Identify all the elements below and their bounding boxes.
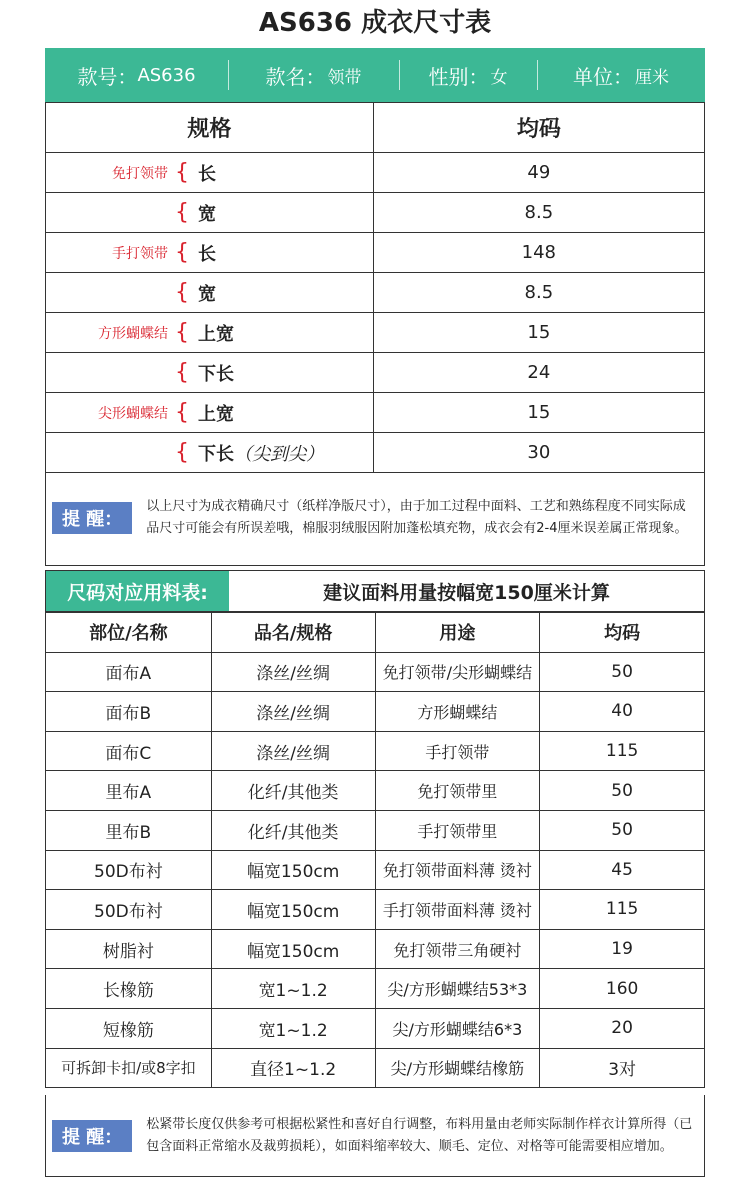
table-row [46,1008,705,1048]
spec-name: 长 [198,163,216,185]
spec-value: 148 [373,233,704,273]
qty-cell: 50 [540,810,705,850]
material-header-qty: 均码 [540,613,705,653]
spec-cell: 幅宽150cm [211,850,375,890]
unit-label: 单位： [573,64,633,89]
table-row [46,1048,705,1088]
spec-value: 8.5 [373,193,704,233]
spec-cell: 化纤/其他类 [211,810,375,850]
use-cell: 免打领带/尖形蝴蝶结 [375,652,540,692]
use-cell: 方形蝴蝶结 [375,692,540,732]
style-no-value: AS636 [137,64,196,86]
size-row [46,273,705,313]
tip-badge: 提 醒： [52,1120,132,1152]
spec-cell: 涤丝/丝绸 [211,731,375,771]
table-row [46,890,705,930]
use-cell: 尖/方形蝴蝶结橡筋 [375,1048,540,1088]
spec-cell: 幅宽150cm [211,929,375,969]
spec-value: 49 [373,153,704,193]
table-row [46,652,705,692]
qty-cell: 115 [540,731,705,771]
group-label: 方形蝴蝶结 [98,325,168,342]
gender-value: 女 [490,67,508,88]
size-row [46,313,705,353]
spec-value: 8.5 [373,273,704,313]
use-cell: 手打领带 [375,731,540,771]
page-title: AS636 成衣尺寸表 [258,8,492,38]
brace-icon: { [175,160,189,185]
qty-cell: 160 [540,969,705,1009]
info-bar [45,48,705,102]
unit-cell [537,48,705,102]
spec-name: 上宽 [198,403,234,425]
part-cell: 50D布衬 [46,890,212,930]
size-table [45,102,705,473]
spec-name: 上宽 [198,323,234,345]
spec-cell: 宽1~1.2 [211,969,375,1009]
spec-name: 长 [198,243,216,265]
use-cell: 免打领带面料薄 烫衬 [375,850,540,890]
size-row [46,353,705,393]
qty-cell: 50 [540,652,705,692]
gender-label: 性别： [428,64,489,89]
part-cell: 长橡筋 [46,969,212,1009]
table-row [46,731,705,771]
use-cell: 尖/方形蝴蝶结6*3 [375,1008,540,1048]
size-header-spec: 规格 [46,103,374,153]
qty-cell: 40 [540,692,705,732]
table-row [46,810,705,850]
material-header-use: 用途 [375,613,540,653]
spec-value: 15 [373,313,704,353]
qty-cell: 45 [540,850,705,890]
table-row [46,692,705,732]
spec-value: 30 [373,433,704,473]
spec-name: 下长 [198,363,234,385]
part-cell: 面布A [46,652,212,692]
brace-icon: { [175,360,189,385]
part-cell: 里布B [46,810,212,850]
qty-cell: 20 [540,1008,705,1048]
use-cell: 免打领带三角硬衬 [375,929,540,969]
qty-cell: 115 [540,890,705,930]
material-tag: 尺码对应用料表: [46,571,229,611]
qty-cell: 3对 [540,1048,705,1088]
tip-text: 松紧带长度仅供参考可根据松紧性和喜好自行调整，布料用量由老师实际制作样衣计算所得（已包含面料正常缩水及裁剪损耗），如面料缩率较大、顺毛、定位、对格等可能需要相应增加。 [146,1116,693,1154]
brace-icon: { [175,240,189,265]
spec-value: 24 [373,353,704,393]
qty-cell: 19 [540,929,705,969]
spec-note: （尖到尖） [234,443,324,465]
style-no-label: 款号： [77,64,138,89]
table-row [46,850,705,890]
spec-cell: 幅宽150cm [211,890,375,930]
part-cell: 短橡筋 [46,1008,212,1048]
use-cell: 手打领带面料薄 烫衬 [375,890,540,930]
style-no-cell [45,48,228,102]
gender-cell [399,48,537,102]
spec-value: 15 [373,393,704,433]
table-row [46,969,705,1009]
spec-name: 宽 [198,203,216,225]
spec-name: 下长（尖到尖） [198,443,324,465]
brace-icon: { [175,440,189,465]
material-header-spec: 品名/规格 [211,613,375,653]
brace-icon: { [175,200,189,225]
brace-icon: { [175,400,189,425]
size-row [46,233,705,273]
tip-box-2 [45,1095,705,1177]
part-cell: 里布A [46,771,212,811]
name-cell [228,48,399,102]
name-label: 款名： [265,64,326,89]
use-cell: 免打领带里 [375,771,540,811]
size-row [46,193,705,233]
qty-cell: 50 [540,771,705,811]
use-cell: 手打领带里 [375,810,540,850]
part-cell: 50D布衬 [46,850,212,890]
group-label: 尖形蝴蝶结 [98,405,168,422]
part-cell: 树脂衬 [46,929,212,969]
brace-icon: { [175,320,189,345]
spec-cell: 涤丝/丝绸 [211,652,375,692]
table-row [46,929,705,969]
material-header [45,570,705,612]
brace-icon: { [175,280,189,305]
part-cell: 可拆卸卡扣/或8字扣 [46,1048,212,1088]
size-row [46,433,705,473]
spec-cell: 化纤/其他类 [211,771,375,811]
group-label: 免打领带 [112,165,168,182]
material-header-part: 部位/名称 [46,613,212,653]
spec-cell: 涤丝/丝绸 [211,692,375,732]
name-value: 领带 [327,67,362,88]
size-header-value: 均码 [373,103,704,153]
tip-box-1 [45,470,705,566]
size-row [46,153,705,193]
spec-cell: 宽1~1.2 [211,1008,375,1048]
tip-badge: 提 醒： [52,502,132,534]
size-row [46,393,705,433]
group-label: 手打领带 [112,245,168,262]
table-row [46,771,705,811]
spec-cell: 直径1~1.2 [211,1048,375,1088]
material-note: 建议面料用量按幅宽150厘米计算 [323,581,610,604]
part-cell: 面布C [46,731,212,771]
use-cell: 尖/方形蝴蝶结53*3 [375,969,540,1009]
material-table [45,612,705,1088]
unit-value: 厘米 [635,67,669,88]
part-cell: 面布B [46,692,212,732]
spec-name: 宽 [198,283,216,305]
tip-text: 以上尺寸为成衣精确尺寸（纸样净版尺寸），由于加工过程中面料、工艺和熟练程度不同实际成品尺寸可能会有所误差哦，棉服羽绒服因附加蓬松填充物，成衣会有2-4厘米误差属正常现象。 [146,498,688,536]
